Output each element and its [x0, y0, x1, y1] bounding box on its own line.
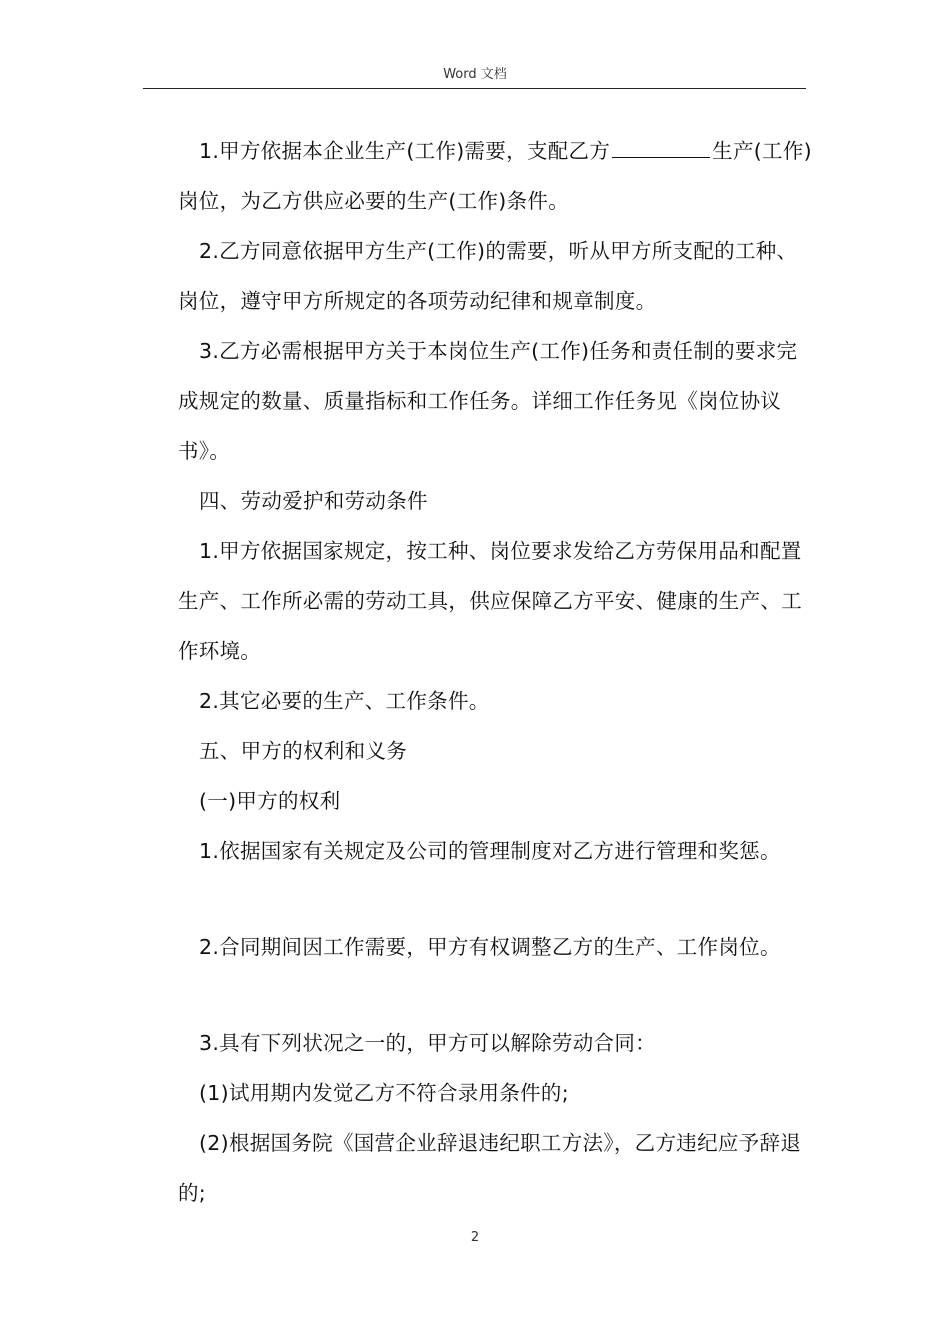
paragraph-3: 3.乙方必需根据甲方关于本岗位生产(工作)任务和责任制的要求完成规定的数量、质量指标和工作任务。详细工作任务见《岗位协议书》。	[178, 339, 798, 463]
list-item-2: (2)根据国务院《国营企业辞退违纪职工方法》，乙方违纪应予辞退的;	[178, 1131, 802, 1205]
paragraph-5-2: 2.合同期间因工作需要，甲方有权调整乙方的生产、工作岗位。	[199, 935, 781, 959]
paragraph-1	[178, 126, 818, 226]
paragraph-4-2: 2.其它必要的生产、工作条件。	[199, 689, 490, 713]
document-body	[178, 126, 818, 1218]
page-header: Word 文档	[443, 67, 507, 82]
paragraph-2: 2.乙方同意依据甲方生产(工作)的需要，听从甲方所支配的工种、岗位，遵守甲方所规定的各项劳动纪律和规章制度。	[178, 239, 798, 313]
section-heading-4: 四、劳动爱护和劳动条件	[199, 489, 428, 513]
fill-in-blank	[612, 135, 710, 158]
paragraph-5-1: 1.依据国家有关规定及公司的管理制度对乙方进行管理和奖惩。	[199, 839, 781, 863]
header-divider	[143, 88, 806, 89]
page-number: 2	[470, 1230, 480, 1245]
subsection-heading: (一)甲方的权利	[199, 789, 341, 813]
section-heading-5: 五、甲方的权利和义务	[199, 739, 407, 763]
paragraph-4-1: 1.甲方依据国家规定，按工种、岗位要求发给乙方劳保用品和配置生产、工作所必需的劳动工具，供应保障乙方平安、健康的生产、工作环境。	[178, 539, 802, 663]
paragraph-1-start: 1.甲方依据本企业生产(工作)需要，支配乙方	[199, 139, 611, 163]
paragraph-1-end: 生产(工作)岗位，为乙方供应必要的生产(工作)条件。	[178, 139, 812, 213]
list-item-1: (1)试用期内发觉乙方不符合录用条件的;	[199, 1081, 569, 1105]
paragraph-5-3: 3.具有下列状况之一的，甲方可以解除劳动合同：	[199, 1031, 656, 1055]
